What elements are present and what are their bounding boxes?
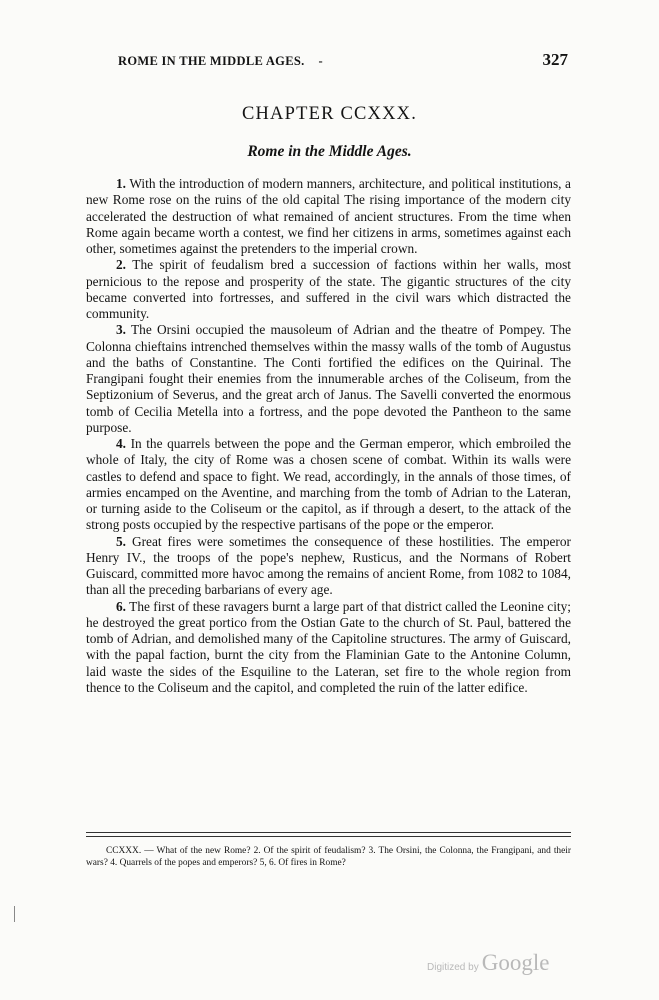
- paragraph-number: 5.: [116, 533, 127, 549]
- footnote-rule-top: [86, 832, 571, 833]
- paragraph-text: The Orsini occupied the mausoleum of Adrian and the theatre of Pompey. The Colonna chieftains intrenched themselves within the massy walls of the tomb of Augustus and the baths of Constantine. The Conti fortified the edifices on the Quirinal. The Frangipani fought their enemies from the innumerable arches of the Coliseum, from the Septizonium of Severus, and the great arch of Janus. The Savelli converted the enormous tomb of Cecilia Metella into a fortress, and the pope devoted the Pantheon to the same purpose.: [86, 322, 571, 435]
- paragraph-text: Great fires were sometimes the consequence of these hostilities. The emperor Henry IV., the troops of the pope's nephew, Rusticus, and the Normans of Robert Guiscard, committed more havoc among the remains of ancient Rome, from 1082 to 1084, than all the preceding barbarians of every age.: [86, 533, 571, 598]
- chapter-subtitle: Rome in the Middle Ages.: [247, 143, 412, 160]
- page-number: 327: [542, 50, 568, 69]
- review-questions: CCXXX. — What of the new Rome? 2. Of the spirit of feudalism? 3. The Orsini, the Colonna, the Frangipani, and their wars? 4. Quarrels of the popes and emperors? 5, 6. Of fires in Rome?: [86, 846, 571, 868]
- paragraph-text: The first of these ravagers burnt a large part of that district called the Leonine city; he destroyed the great portico from the Ostian Gate to the church of St. Paul, battered the tomb of Adrian, and demolished many of the Capitoline structures. The army of Guiscard, with the papal faction, burnt the city from the Flaminian Gate to the Antonine Column, laid waste the sides of the Esquiline to the Lateran, set fire to the whole region from thence to the Coliseum and the capitol, and completed the ruin of the latter edifice.: [86, 598, 571, 695]
- watermark-prefix: Digitized by: [427, 962, 479, 973]
- paragraph-4: [86, 436, 571, 534]
- paragraph-number: 4.: [116, 436, 127, 451]
- chapter-title: CHAPTER CCXXX.: [241, 104, 418, 124]
- paragraph-5: [86, 534, 571, 599]
- running-head: [118, 50, 568, 70]
- google-logo: Google: [481, 950, 550, 975]
- paragraph-text: The spirit of feudalism bred a succession of factions within her walls, most pernicious to the repose and prosperity of the state. The gigantic structures of the city became converted into fortresses, and suffered in the civil wars which distracted the community.: [86, 257, 571, 321]
- chapter-body: [86, 176, 571, 696]
- paragraph-3: [86, 322, 571, 436]
- digitized-watermark: [427, 950, 549, 976]
- margin-mark: [14, 906, 15, 922]
- paragraph-text: With the introduction of modern manners, architecture, and political institutions, a new Rome rose on the ruins of the old capital The rising importance of the modern city accelerated the destruction of what remained of ancient structures. From the time when Rome again became worth a contest, we find her citizens in arms, sometimes against each other, sometimes against the pretenders to the imperial crown.: [86, 176, 571, 256]
- paragraph-1: [86, 176, 571, 257]
- footnote-rule-bottom: [86, 836, 571, 837]
- paragraph-text: In the quarrels between the pope and the German emperor, which embroiled the whole of Italy, the city of Rome was a chosen scene of combat. Within its walls were castles to defend and space to fight. We read, accordingly, in the annals of those times, of armies encamped on the Aventine, and marching from the tomb of Adrian to the Lateran, or turning aside to the Coliseum or the capitol, as if through a desert, to the attack of the strong posts occupied by the respective partisans of the pope or the emperor.: [86, 436, 571, 533]
- paragraph-number: 2.: [116, 257, 127, 273]
- paragraph-6: [86, 599, 571, 697]
- paragraph-number: 6.: [116, 598, 127, 614]
- paragraph-number: 1.: [116, 176, 127, 191]
- running-head-dash: -: [318, 54, 323, 68]
- running-title: ROME IN THE MIDDLE AGES. -: [118, 54, 323, 68]
- paragraph-2: [86, 257, 571, 322]
- paragraph-number: 3.: [116, 322, 127, 338]
